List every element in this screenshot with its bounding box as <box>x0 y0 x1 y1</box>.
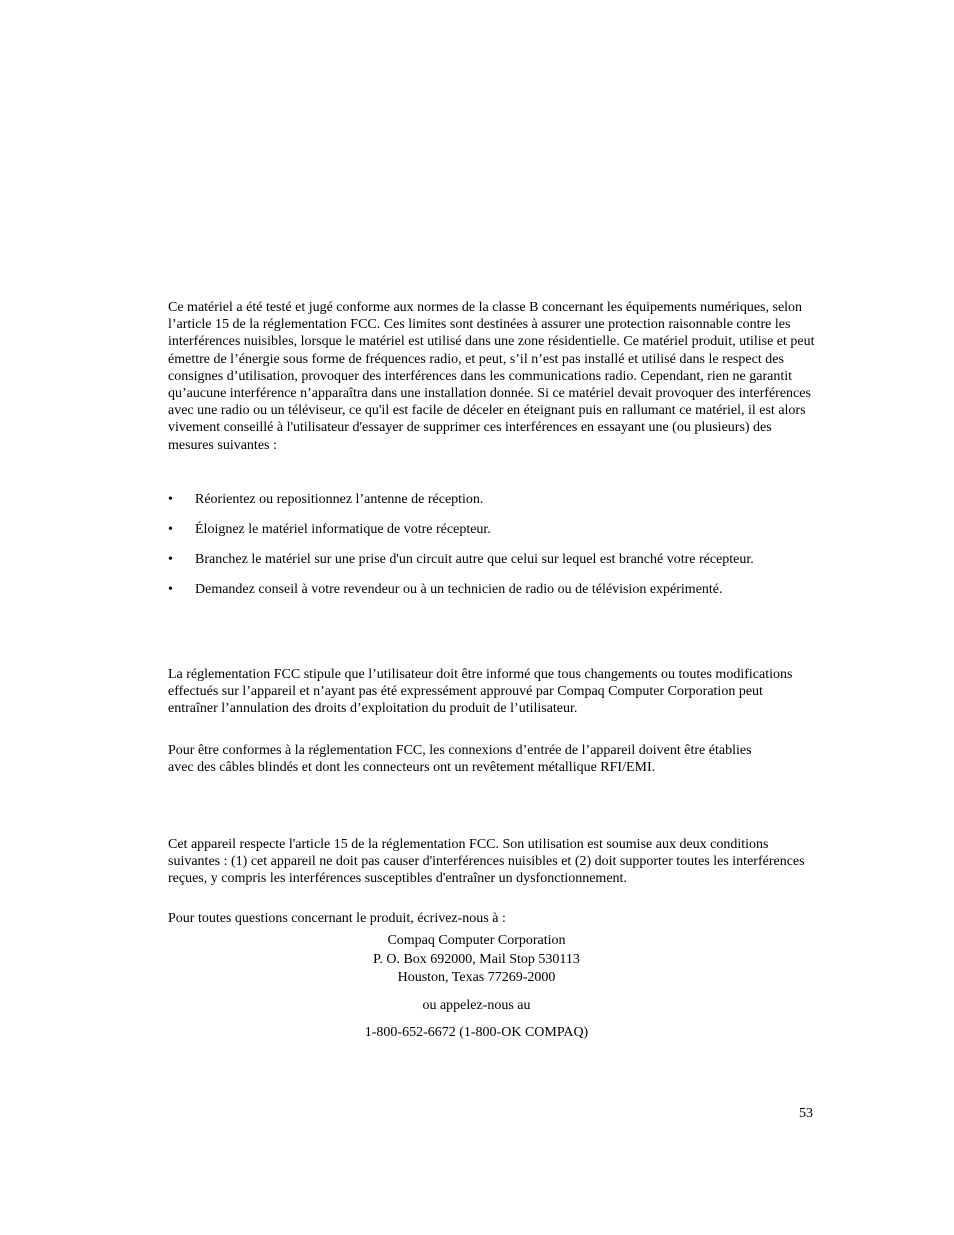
address-company: Compaq Computer Corporation <box>387 933 566 948</box>
list-item <box>168 520 755 539</box>
phone-number: 1-800-652-6672 (1-800-OK COMPAQ) <box>364 1025 589 1040</box>
mailing-address <box>168 932 785 988</box>
list-item-text: Demandez conseil à votre revendeur ou à un technicien de radio ou de télévision expérimenté. <box>195 582 723 597</box>
cables-paragraph: Pour être conformes à la réglementation FCC, les connexions d’entrée de l’appareil doivent être établies avec des câbles blindés et dont les connecteurs ont un revêtement métallique RFI/EMI. <box>168 743 752 776</box>
bullet-icon: • <box>168 492 173 507</box>
list-item-text: Éloignez le matériel informatique de votre récepteur. <box>195 522 491 537</box>
address-po-box: P. O. Box 692000, Mail Stop 530113 <box>373 951 580 967</box>
modifications-paragraph: La réglementation FCC stipule que l’utilisateur doit être informé que tous changements ou toutes modifications effectués sur l’appareil et n’ayant pas été expressément approuvé par Compaq Computer Corporation peut entraîner l’annulation des droits d’exploitation du produit de l’utilisateur. <box>168 667 793 717</box>
bullet-icon: • <box>168 522 173 537</box>
list-item-text: Réorientez ou repositionnez l’antenne de réception. <box>195 492 484 507</box>
measures-list <box>168 490 768 599</box>
intro-paragraph: Ce matériel a été testé et jugé conforme aux normes de la classe B concernant les équipements numériques, selon l’article 15 de la réglementation FCC. Ces limites sont destinées à assurer une protection raisonnable contre les interférences nuisibles, lorsque le matériel est utilisé dans une zone résidentielle. Ce matériel produit, utilise et peut émettre de l’énergie sous forme de fréquences radio, et peut, s’il n’est pas installé et utilisé dans le respect des consignes d’utilisation, provoquer des interférences dans les communications radio. Cependant, rien ne garantit qu’aucune interférence n’apparaîtra dans une installation donnée. Si ce matériel devait provoquer des interférences avec une radio ou un téléviseur, ce qu'il est facile de déceler en éteignant puis en rallumant ce matériel, il est alors vivement conseillé à l'utilisateur d'essayer de supprimer ces interférences en essayant une (ou plusieurs) des mesures suivantes : <box>168 300 815 453</box>
list-item <box>168 580 735 599</box>
list-item-text: Branchez le matériel sur une prise d'un circuit autre que celui sur lequel est branché votre récepteur. <box>195 552 754 567</box>
list-item <box>168 490 755 509</box>
compliance-paragraph: Cet appareil respecte l'article 15 de la réglementation FCC. Son utilisation est soumise aux deux conditions suivantes : (1) cet appareil ne doit pas causer d'interférences nuisibles et (2) doit supporter toutes les interférences reçues, y compris les interférences susceptibles d'entraîner un dysfonctionnement. <box>168 837 805 887</box>
bullet-icon: • <box>168 582 173 597</box>
list-item <box>168 550 785 569</box>
call-text: ou appelez-nous au <box>422 998 531 1013</box>
questions-paragraph: Pour toutes questions concernant le produit, écrivez-nous à : <box>168 911 506 926</box>
page-number: 53 <box>799 1106 813 1121</box>
bullet-icon: • <box>168 552 173 567</box>
address-city: Houston, Texas 77269-2000 <box>397 970 556 985</box>
